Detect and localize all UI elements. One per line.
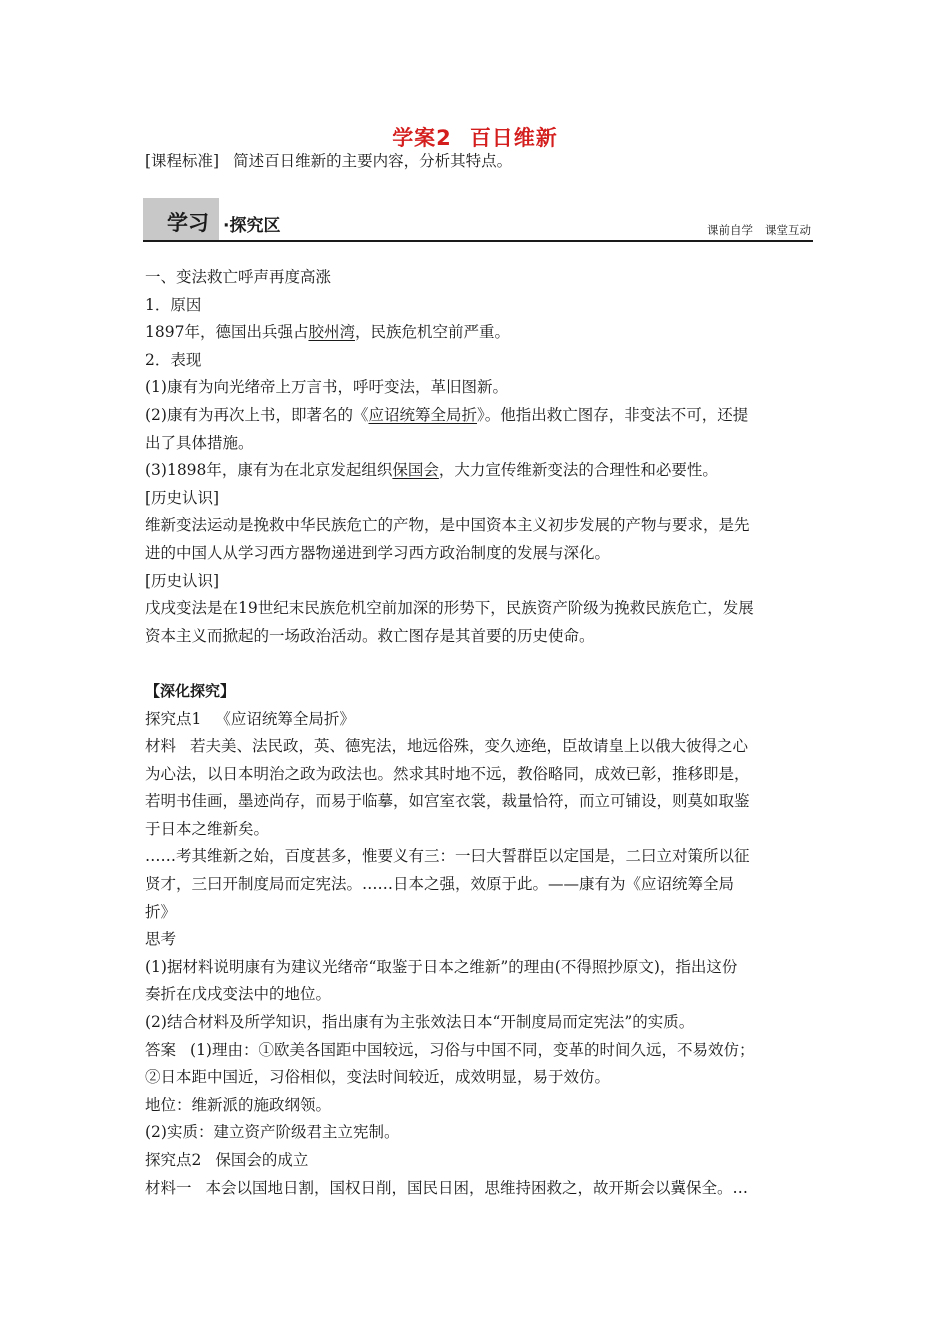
answer-line-3: (2)实质：建立资产阶级君主立宪制。 (145, 1123, 400, 1142)
point2-title: 保国会的成立 (215, 1151, 309, 1169)
material-label: 材料 (145, 737, 177, 756)
title-main: 百日维新 (469, 126, 558, 150)
material-line-7: 折》 (145, 902, 177, 921)
spacer (145, 650, 813, 678)
answer-text-1a: (1)理由：①欧美各国距中国较远，习俗与中国不同，变革的时间久远，不易效仿； (190, 1040, 755, 1059)
main-content (145, 264, 813, 1202)
question-1b: 奏折在戊戌变法中的地位。 (145, 985, 332, 1004)
cause-text-pre: 1897年，德国出兵强占 (145, 323, 309, 342)
answer-line-1 (145, 1037, 813, 1065)
point1-label: 探究点1 (145, 709, 202, 728)
material-line-5: ……考其维新之始，百度甚多，惟要义有三：一曰大誓群臣以定国是，二曰立对策所以征 (145, 847, 750, 866)
perf2-keyword: 应诏统筹全局折 (368, 405, 477, 424)
answer-label: 答案 (145, 1040, 177, 1059)
performance-item-2 (145, 402, 813, 430)
perf2-pre: (2)康有为再次上书，即著名的《 (145, 405, 369, 424)
standard-label: [课程标准] (145, 152, 220, 170)
section-heading: 一、变法救亡呼声再度高涨 (145, 268, 332, 286)
question-2: (2)结合材料及所学知识，指出康有为主张效法日本“开制度局而定宪法”的实质。 (145, 1013, 695, 1032)
material-line-3: 若明书佳画，墨迹尚存，而易于临摹，如宫室衣裳，裁量恰符，而立可铺设，则莫如取鉴 (145, 792, 750, 811)
page-title (0, 122, 950, 152)
performance-title: 2．表现 (145, 350, 202, 369)
point1-heading (145, 706, 813, 734)
banner-link-self-study[interactable]: 课前自学 (707, 223, 753, 237)
material1-label: 材料一 (145, 1178, 192, 1197)
point2-heading (145, 1147, 813, 1175)
material-line-6: 贤才，三曰开制度局而定宪法。……日本之强，效原于此。——康有为《应诏统筹全局 (145, 875, 735, 894)
deep-heading: 【深化探究】 (145, 681, 236, 700)
question-1a: (1)据材料说明康有为建议光绪帝“取鉴于日本之维新”的理由(不得照抄原文)，指出这份 (145, 957, 738, 976)
history-label-2: [历史认识] (145, 571, 220, 590)
title-prefix: 学案2 (392, 126, 452, 150)
material-line-2: 为心法，以日本明治之政为政法也。然求其时地不远，教俗略同，成效已彰，推移即是， (145, 764, 750, 783)
cause-title: 1．原因 (145, 295, 202, 314)
standard-text: 简述百日维新的主要内容，分析其特点。 (233, 152, 513, 170)
point1-title: 《应诏统筹全局折》 (215, 709, 355, 728)
history-text-1a: 维新变法运动是挽救中华民族危亡的产物，是中国资本主义初步发展的产物与要求，是先 (145, 516, 750, 535)
material-text-1: 若夫美、法民政，英、德宪法，地远俗殊，变久迹绝，臣故请皇上以俄大彼得之心 (190, 737, 749, 756)
material-line-4: 于日本之维新矣。 (145, 819, 270, 838)
history-text-2b: 资本主义而掀起的一场政治活动。救亡图存是其首要的历史使命。 (145, 626, 595, 645)
material1-line (145, 1175, 813, 1203)
cause-text (145, 319, 813, 347)
cause-keyword: 胶州湾 (308, 323, 355, 342)
point2-label: 探究点2 (145, 1151, 202, 1169)
perf2-post: 》。他指出救亡图存，非变法不可，还提 (476, 405, 749, 424)
answer-status: 地位：维新派的施政纲领。 (145, 1095, 332, 1114)
history-text-2a: 戊戌变法是在19世纪末民族危机空前加深的形势下，民族资产阶级为挽救民族危亡，发展 (145, 599, 754, 618)
banner-link-classroom[interactable]: 课堂互动 (765, 223, 811, 237)
performance-item-3 (145, 457, 813, 485)
performance-item-1: (1)康有为向光绪帝上万言书，呼吁变法，革旧图新。 (145, 378, 508, 397)
perf3-post: ，大力宣传维新变法的合理性和必要性。 (438, 461, 718, 480)
performance-item-2-cont: 出了具体措施。 (145, 433, 254, 452)
history-label-1: [历史认识] (145, 488, 220, 507)
section-banner (143, 198, 813, 244)
perf3-keyword: 保国会 (392, 461, 439, 480)
banner-main-label: 学习 (167, 211, 209, 235)
material1-text: 本会以国地日割，国权日削，国民日困，思维持困救之，故开斯会以冀保全。… (205, 1178, 749, 1197)
banner-divider (143, 240, 813, 242)
history-text-1b: 进的中国人从学习西方器物递进到学习西方政治制度的发展与深化。 (145, 543, 611, 562)
cause-text-post: ，民族危机空前严重。 (354, 323, 510, 342)
banner-sub-label: ·探究区 (223, 216, 281, 236)
think-label: 思考 (145, 930, 177, 949)
material-line-1 (145, 733, 813, 761)
perf3-pre: (3)1898年，康有为在北京发起组织 (145, 461, 393, 480)
banner-links (707, 222, 811, 238)
answer-line-2: ②日本距中国近，习俗相似，变法时间较近，成效明显，易于效仿。 (145, 1068, 611, 1087)
course-standard (145, 149, 512, 171)
